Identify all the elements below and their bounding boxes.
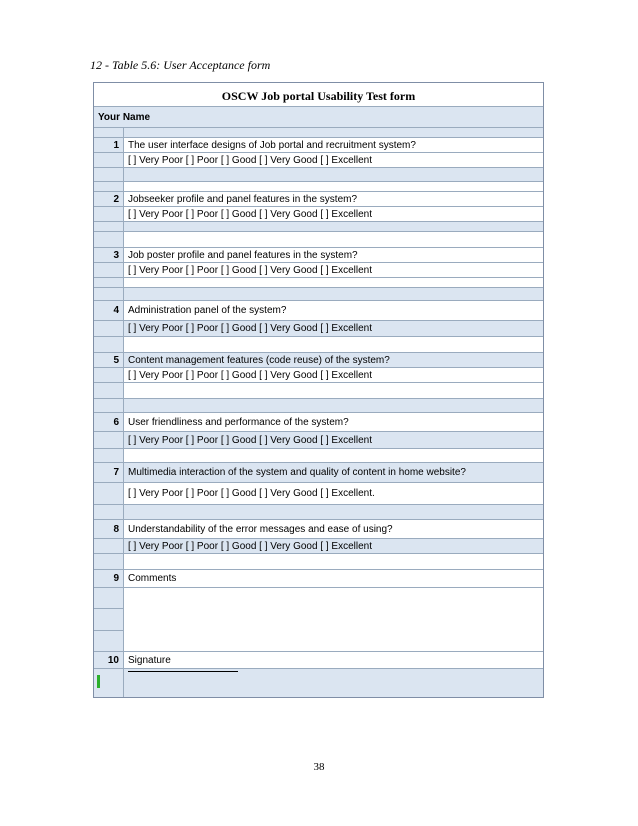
question-text: Multimedia interaction of the system and quality of content in home website?: [128, 467, 466, 478]
question-row: [94, 463, 543, 483]
rating-options-row: [94, 263, 543, 278]
usability-test-form: [93, 82, 544, 698]
rating-options[interactable]: [ ] Very Poor [ ] Poor [ ] Good [ ] Very Good [ ] Excellent: [124, 207, 543, 221]
question-row: [94, 248, 543, 263]
question-row: [94, 138, 543, 153]
page-number: 38: [313, 761, 325, 773]
question-row: [94, 353, 543, 368]
spacer-row: [94, 168, 543, 182]
spacer-row: [94, 449, 543, 463]
question-number: 7: [94, 463, 124, 482]
comments-row: [94, 570, 543, 588]
question-text: Jobseeker profile and panel features in the system?: [124, 192, 543, 206]
question-number: 5: [94, 353, 124, 367]
question-text: Job poster profile and panel features in the system?: [124, 248, 543, 262]
name-field-label: Your Name: [94, 107, 543, 128]
rating-options-row: [94, 153, 543, 168]
spacer-row: [94, 505, 543, 520]
spacer-row: [94, 337, 543, 353]
form-title: OSCW Job portal Usability Test form: [94, 83, 543, 107]
question-text: Administration panel of the system?: [124, 301, 543, 320]
spacer-row: [94, 288, 543, 301]
question-row: [94, 192, 543, 207]
spacer-row: [94, 399, 543, 413]
comments-label: Comments: [124, 570, 543, 587]
rating-options-row: [94, 539, 543, 554]
rating-options[interactable]: [ ] Very Poor [ ] Poor [ ] Good [ ] Very Good [ ] Excellent: [128, 540, 373, 552]
cursor-marker: [97, 675, 100, 688]
signature-label: Signature: [124, 652, 543, 668]
rating-options[interactable]: [ ] Very Poor [ ] Poor [ ] Good [ ] Very Good [ ] Excellent.: [124, 483, 543, 504]
question-number: 3: [94, 248, 124, 262]
question-number: 8: [94, 520, 124, 538]
question-number: 4: [94, 301, 124, 320]
rating-options[interactable]: [ ] Very Poor [ ] Poor [ ] Good [ ] Very Good [ ] Excellent: [128, 323, 373, 334]
question-number: 1: [94, 138, 124, 152]
rating-options-row: [94, 483, 543, 505]
comments-area[interactable]: [94, 588, 543, 652]
spacer-row: [94, 383, 543, 399]
rating-options-row: [94, 207, 543, 222]
signature-line[interactable]: [128, 663, 238, 672]
signature-line-row: [94, 669, 543, 697]
rating-options[interactable]: [ ] Very Poor [ ] Poor [ ] Good [ ] Very Good [ ] Excellent: [128, 434, 373, 446]
question-text: Understandability of the error messages and ease of using?: [124, 520, 543, 538]
question-number: 10: [94, 652, 124, 668]
spacer-row: [94, 278, 543, 288]
rating-options-row: [94, 321, 543, 337]
table-caption: 12 - Table 5.6: User Acceptance form: [90, 58, 271, 72]
rating-options-row: [94, 432, 543, 449]
question-number: 6: [94, 413, 124, 431]
rating-options[interactable]: [ ] Very Poor [ ] Poor [ ] Good [ ] Very Good [ ] Excellent: [124, 263, 543, 277]
spacer-row: [94, 554, 543, 570]
rating-options[interactable]: [ ] Very Poor [ ] Poor [ ] Good [ ] Very Good [ ] Excellent: [124, 153, 543, 167]
spacer-row: [94, 232, 543, 248]
question-row: [94, 301, 543, 321]
question-text: The user interface designs of Job portal and recruitment system?: [124, 138, 543, 152]
rating-options-row: [94, 368, 543, 383]
question-number: 9: [94, 570, 124, 587]
question-text: Content management features (code reuse) of the system?: [128, 354, 390, 366]
spacer-row: [94, 182, 543, 192]
spacer-row: [94, 128, 543, 138]
rating-options[interactable]: [ ] Very Poor [ ] Poor [ ] Good [ ] Very Good [ ] Excellent: [124, 368, 543, 382]
question-row: [94, 520, 543, 539]
question-number: 2: [94, 192, 124, 206]
question-text: User friendliness and performance of the system?: [124, 413, 543, 431]
spacer-row: [94, 222, 543, 232]
question-row: [94, 413, 543, 432]
